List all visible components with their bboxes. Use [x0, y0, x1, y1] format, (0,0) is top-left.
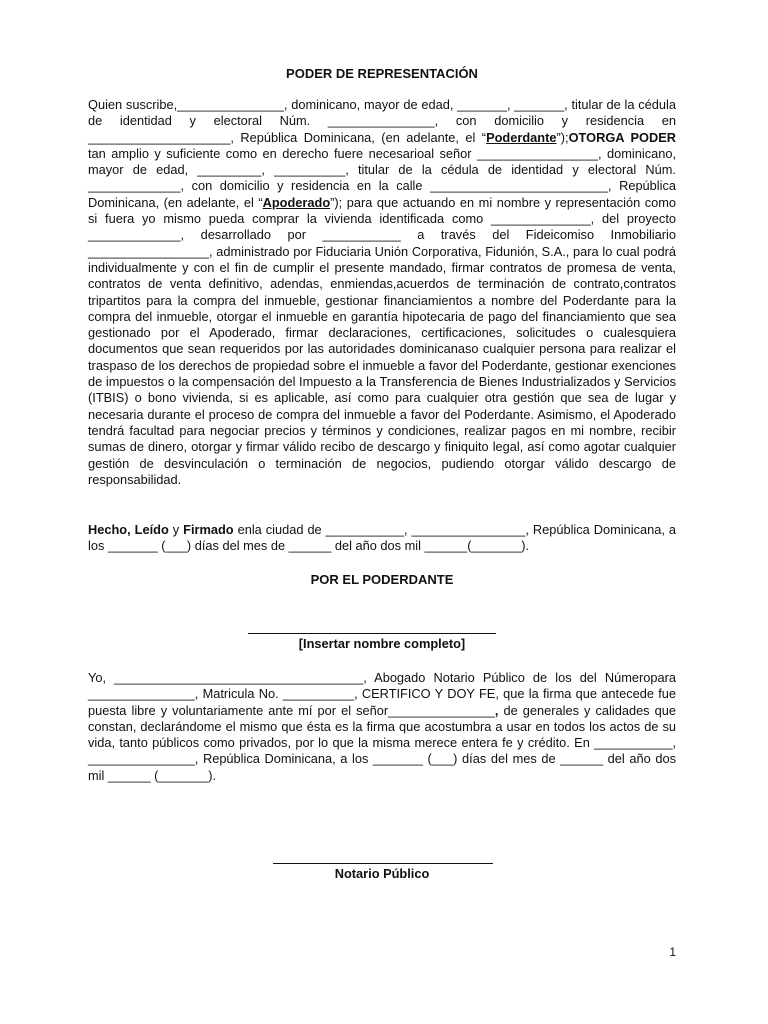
poderdante-name-placeholder: [Insertar nombre completo] [298, 636, 466, 651]
apoderado-term: Apoderado [262, 194, 331, 210]
paragraph-signing: Hecho, Leído y Firmado enla ciudad de ___________, ________________, República Dominicana, a los _______ (___) días del mes de ______ del año dos mil ______(_______). [88, 522, 680, 554]
poderdante-term: Poderdante [486, 129, 557, 145]
notary-signature-line [273, 863, 493, 864]
paragraph-notary-certification: Yo, ___________________________________, Abogado Notario Público de los del Númeropara _______________, Matricula No. __________, CERTIFICO Y DOY FE, que la firma que antecede fue puesta libre y voluntariamente ante mí por el señor_______________, de generales y calidades que constan, declarándome el mismo que ésta es la firma que acostumbra a usar en todos los actos de su vida, tanto públicos como privados, por lo que la misma merece entera fe y crédito. En ___________, _______________, República Dominicana, a los _______ (___) días del mes de ______ del año dos mil ______ (_______). [88, 670, 680, 783]
notary-label: Notario Público [334, 866, 430, 881]
poderdante-heading: POR EL PODERDANTE [310, 572, 454, 587]
document-title: PODER DE REPRESENTACIÓN [286, 66, 478, 81]
page-number: 1 [669, 945, 676, 959]
otorga-poder-term: OTORGA PODER [568, 129, 677, 145]
paragraph-grant-of-power: Quien suscribe,_______________, dominicano, mayor de edad, _______, _______, titular de la cédula de identidad y electoral Núm. _______________, con domicilio y residencia en ____________________, República Dominicana, (en adelante, el “Poderdante”);OTORGA PODER tan amplio y suficiente como en derecho fuere necesarioal señor _________________, dominicano, mayor de edad, _________, __________, titular de la cédula de identidad y electoral Núm. _____________, con domicilio y residencia en la calle _________________________, República Dominicana, (en adelante, el “Apoderado”); para que actuando en mi nombre y representación como si fuera yo mismo pueda comprar la vivienda identificada como ______________, del proyecto _____________, desarrollado por ___________ a través del Fideicomiso Inmobiliario _________________, administrado por Fiduciaria Unión Corporativa, Fidunión, S.A., para lo cual podrá individualmente y con el fin de cumplir el presente mandado, firmar contratos de promesa de venta, contratos de venta definitivo, adendas, enmiendas,acuerdos de terminación de contrato,contratos tripartitos para la compra del inmueble, gestionar financiamientos a nombre del Poderdante para la compra del inmueble, otorgar el inmueble en garantía hipotecaria de pago del financiamiento que sea gestionado por el Apoderado, firmar declaraciones, certificaciones, solicitudes o cualesquiera documentos que sean requeridos por las autoridades dominicanaso cualquier persona para realizar el traspaso de los derechos de propiedad sobre el inmueble a favor del Poderdante, gestionar exenciones de impuestos o la compensación del Impuesto a la Transferencia de Bienes Industrializados y Servicios (ITBIS) o bono vivienda, si es aplicable, así como para cualquier otra gestión que sea de lugar y necesaria durante el proceso de compra del inmueble a favor del Poderdante. Asimismo, el Apoderado tendrá facultad para negociar precios y términos y condiciones, realizar pagos en mi nombre, recibir sumas de dinero, otorgar y firmar válido recibo de descargo y finiquito legal, así como agotar cualquier gestión de desvinculación o terminación de negocios, pudiendo otorgar válido descargo de responsabilidad. [88, 97, 680, 487]
poderdante-signature-line [248, 633, 496, 634]
